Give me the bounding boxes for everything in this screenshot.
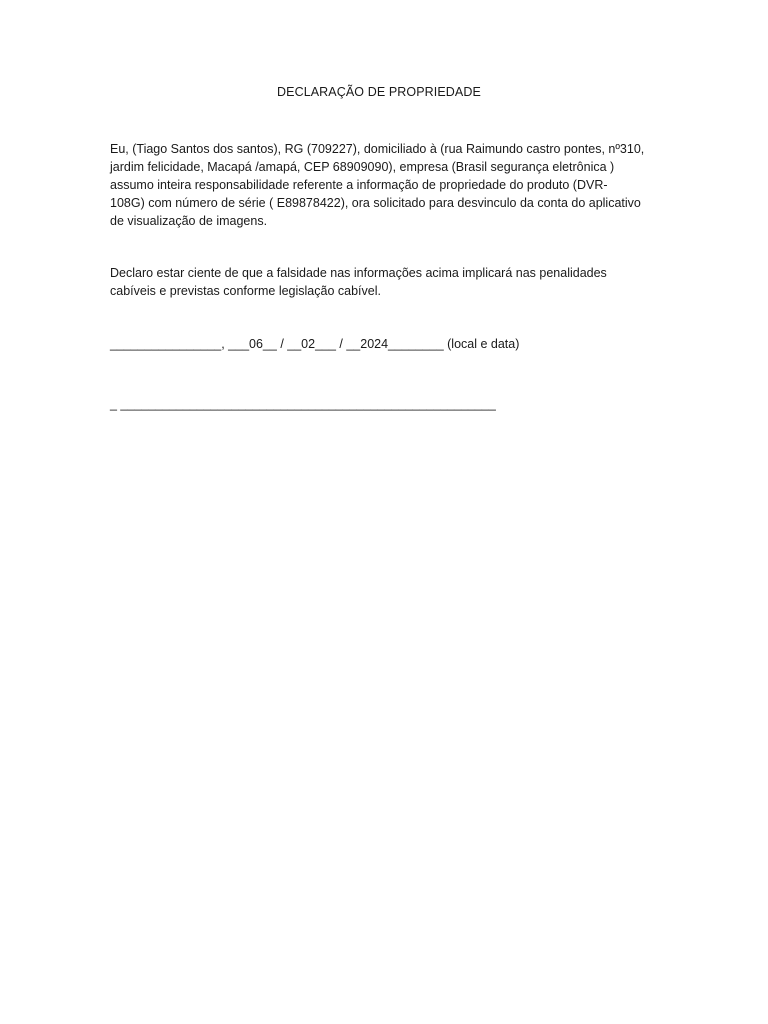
- paragraph-line: Eu, (Tiago Santos dos santos), RG (709227), domiciliado à (rua Raimundo castro pontes, nº310,: [110, 142, 645, 156]
- paragraph-line: de visualização de imagens.: [110, 214, 268, 228]
- document-title: DECLARAÇÃO DE PROPRIEDADE: [277, 85, 481, 99]
- paragraph-line: Declaro estar ciente de que a falsidade nas informações acima implicará nas penalidades: [110, 266, 607, 280]
- awareness-paragraph: [110, 264, 670, 300]
- place-and-date-line: ________________, ___06__ / __02___ / __2024________ (local e data): [110, 337, 520, 351]
- signature-line: _ ______________________________________________________: [110, 397, 496, 411]
- paragraph-line: assumo inteira responsabilidade referente a informação de propriedade do produto (DVR-: [110, 178, 608, 192]
- paragraph-line: 108G) com número de série ( E89878422), ora solicitado para desvinculo da conta do aplicativo: [110, 196, 641, 210]
- paragraph-line: jardim felicidade, Macapá /amapá, CEP 68909090), empresa (Brasil segurança eletrônica ): [110, 160, 615, 174]
- declaration-paragraph: [110, 140, 670, 230]
- paragraph-line: cabíveis e previstas conforme legislação cabível.: [110, 284, 381, 298]
